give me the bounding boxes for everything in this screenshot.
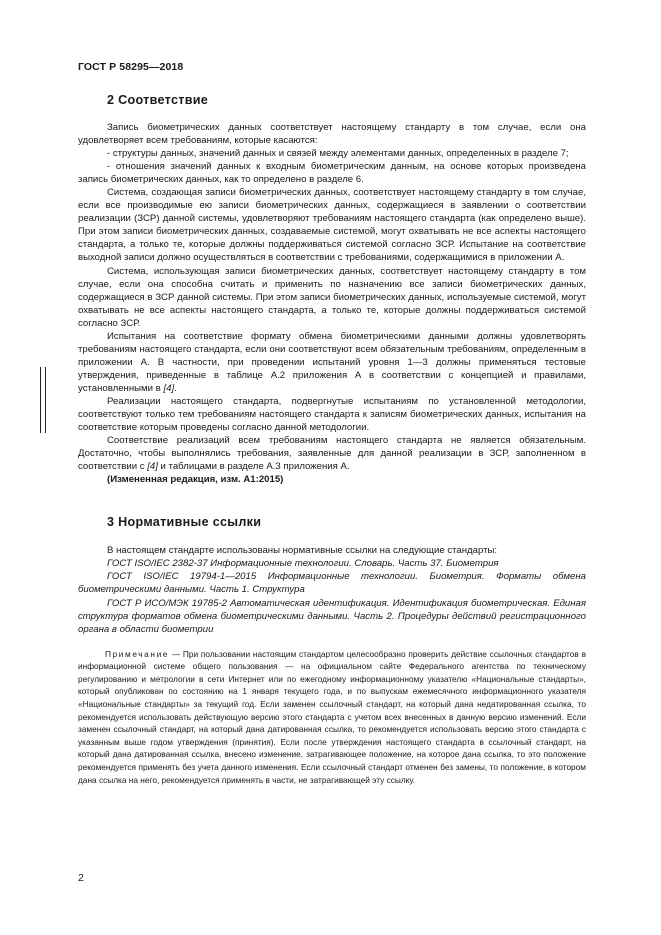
list-item: - структуры данных, значений данных и связей между элементами данных, определенных в разделе 7; [107, 148, 569, 160]
paragraph [78, 434, 586, 473]
normative-reference: ГОСТ Р ИСО/МЭК 19785-2 Автоматическая идентификация. Идентификация биометрическая. Единая структура форматов обмена биометрическими данными. Часть 2. Процедуры действий регистрационного органа в области биометрии [78, 597, 586, 635]
amended-paragraph [78, 330, 586, 395]
note-label: Примечание [105, 648, 170, 659]
amended-text: Испытания на соответствие формату обмена биометрическими данными должны удовлетворять требованиям настоящего стандарта, если они соответствуют всем обязательным требованиям, определенным в приложении А. В частности, при проведении испытаний уровня 1—3 должны применяться тестовые утверждения, приведенные в таблице А.2 приложения А в соответствии с концепцией и правилами, установленными в [78, 330, 586, 394]
document-body [78, 90, 586, 786]
page-number: 2 [78, 872, 84, 884]
note-text: — При пользовании настоящим стандартом целесообразно проверить действие ссылочных стандартов в информационной системе общего пользования — на официальном сайте Федерального агентства по техническому регулированию и метрологии в сети Интернет или по ежегодному информационному указателю «Национальные стандарты», который опубликован по состоянию на 1 января текущего года, и по выпускам ежемесячного информационного указателя «Национальные стандарты» за текущий год. Если заменен ссылочный стандарт, на который дана недатированная ссылка, то рекомендуется использовать действующую версию этого стандарта с учетом всех внесенных в данную версию изменений. Если заменен ссылочный стандарт, на который дана датированная ссылка, то рекомендуется использовать версию этого стандарта с указанным выше годом утверждения (принятия). Если после утверждения настоящего стандарта в ссылочный стандарт, на который дана датированная ссылка, внесено изменение, затрагивающее положение, на которое дана ссылка, то это положение рекомендуется применять без учета данного изменения. Если ссылочный стандарт отменен без замены, то положение, в котором дана ссылка на него, рекомендуется применять в части, не затрагивающей эту ссылку. [78, 648, 586, 785]
amended-text-end: . [174, 382, 177, 394]
section-3-heading: 3 Нормативные ссылки [107, 515, 262, 530]
change-bar-left [40, 367, 41, 433]
document-header: ГОСТ Р 58295—2018 [78, 61, 184, 73]
paragraph: Реализации настоящего стандарта, подвергнутые испытаниям по установленной методологии, соответствуют только тем требованиям настоящего стандарта к записям биометрических данных, испытания на соответствие которым проведены согласно данной методологии. [78, 395, 586, 434]
normative-reference: ГОСТ ISO/IEC 2382-37 Информационные технологии. Словарь. Часть 37. Биометрия [107, 558, 499, 570]
change-bar-right [45, 367, 46, 433]
normative-reference: ГОСТ ISO/IEC 19794-1—2015 Информационные технологии. Биометрия. Форматы обмена биометрическими данными. Часть 1. Структура [78, 571, 586, 596]
note [78, 648, 586, 787]
bibliography-reference: [4] [163, 382, 175, 394]
paragraph-text: Соответствие реализаций всем требованиям настоящего стандарта не является обязательным. Достаточно, чтобы выполнялись требования, заявленные для данной реализации в ЗСР, заполненном в соответствии с [78, 435, 586, 473]
amendment-note: (Измененная редакция, изм. А1:2015) [107, 474, 284, 486]
paragraph: Система, использующая записи биометрических данных, соответствует настоящему стандарту в том случае, если она способна считать и применить по назначению все записи биометрических данных, содержащиеся в ЗСР данной системы. При этом записи биометрических данных, используемые системой, могут охватывать не все аспекты настоящего стандарта, а только те, которые должны поддерживаться системой согласно ЗСР. [78, 265, 586, 329]
list-item: - отношения значений данных к входным биометрическим данным, на основе которых произведена запись биометрических данных, как то определено в разделе 6. [78, 161, 586, 186]
paragraph-text-end: и таблицами в разделе А.3 приложения А. [157, 461, 350, 473]
section-2-heading: 2 Соответствие [107, 93, 209, 107]
paragraph: Система, создающая записи биометрических данных, соответствует настоящему стандарту в том случае, если все производимые ею записи биометрических данных, содержащиеся в заявлении о соответствии реализации (ЗСР) данной системы, удовлетворяют требованиям настоящего стандарта (как определено выше). При этом записи биометрических данных, создаваемые системой, могут охватывать не все аспекты настоящего стандарта, а только те, которые должны поддерживаться системой согласно ЗСР. Испытание на соответствие выходной записи должно осуществляться в соответствии с требованиями, содержащимися в приложении А. [78, 187, 586, 264]
bibliography-reference: [4] [147, 461, 158, 473]
paragraph: В настоящем стандарте использованы нормативные ссылки на следующие стандарты: [107, 545, 498, 557]
paragraph: Запись биометрических данных соответствует настоящему стандарту в том случае, если она удовлетворяет всем требованиям, которые касаются: [78, 122, 586, 147]
